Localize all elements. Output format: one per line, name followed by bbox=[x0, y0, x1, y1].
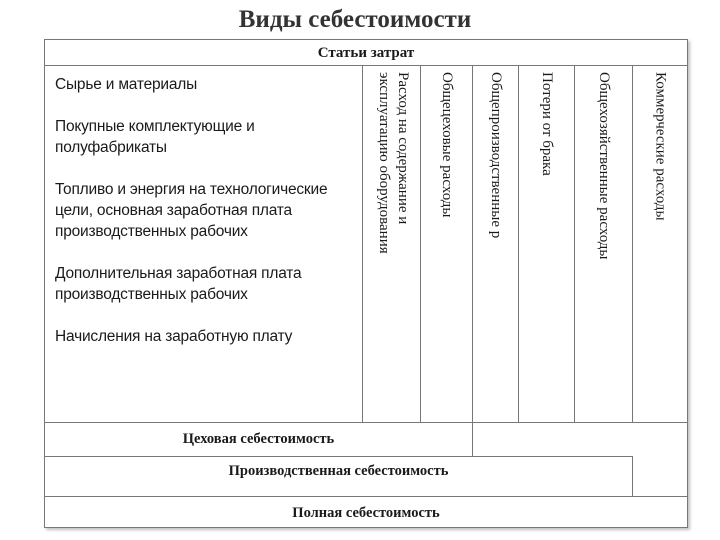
cost-item-wage-charges: Начисления на заработную плату bbox=[55, 328, 293, 345]
cost-item-additional-wages: Дополнительная заработная плата производственных рабочих bbox=[55, 265, 302, 303]
column-equipment-costs-line1: Расход на содержание и bbox=[395, 72, 411, 225]
cost-item-raw-materials: Сырье и материалы bbox=[55, 76, 198, 93]
cost-item-purchased-components: Покупные комплектующие и полуфабрикаты bbox=[55, 118, 255, 156]
cost-types-diagram bbox=[44, 39, 688, 528]
shop-cost-row: Цеховая себестоимость bbox=[45, 422, 473, 456]
column-shop-overhead bbox=[421, 66, 473, 422]
production-cost-row: Производственная себестоимость bbox=[45, 456, 633, 496]
cost-item-fuel-energy-wages: Топливо и энергия на технологические цели, основная заработная плата производственных рабочих bbox=[55, 181, 328, 240]
column-shop-overhead-label: Общецеховые расходы bbox=[439, 72, 455, 218]
column-general-business-label: Общехозяйственные расходы bbox=[596, 72, 612, 260]
column-defect-losses bbox=[519, 66, 575, 422]
column-general-business bbox=[575, 66, 633, 422]
column-general-production-label: Общепроизводственные р bbox=[488, 72, 504, 239]
column-commercial-label: Коммерческие расходы bbox=[652, 72, 669, 221]
column-equipment-costs-line2: эксплуатацию оборудования bbox=[376, 72, 392, 254]
full-cost-row: Полная себестоимость bbox=[45, 496, 687, 528]
direct-cost-items bbox=[45, 66, 363, 422]
empty-cell-right-shop bbox=[473, 422, 687, 456]
column-equipment-costs bbox=[363, 66, 421, 422]
column-general-production bbox=[473, 66, 519, 422]
column-defect-losses-label: Потери от брака bbox=[539, 72, 555, 176]
column-commercial bbox=[633, 66, 687, 422]
cost-items-header: Статьи затрат bbox=[45, 40, 687, 66]
page-title: Виды себестоимости bbox=[238, 6, 472, 33]
empty-cell-right-prod bbox=[633, 456, 687, 496]
